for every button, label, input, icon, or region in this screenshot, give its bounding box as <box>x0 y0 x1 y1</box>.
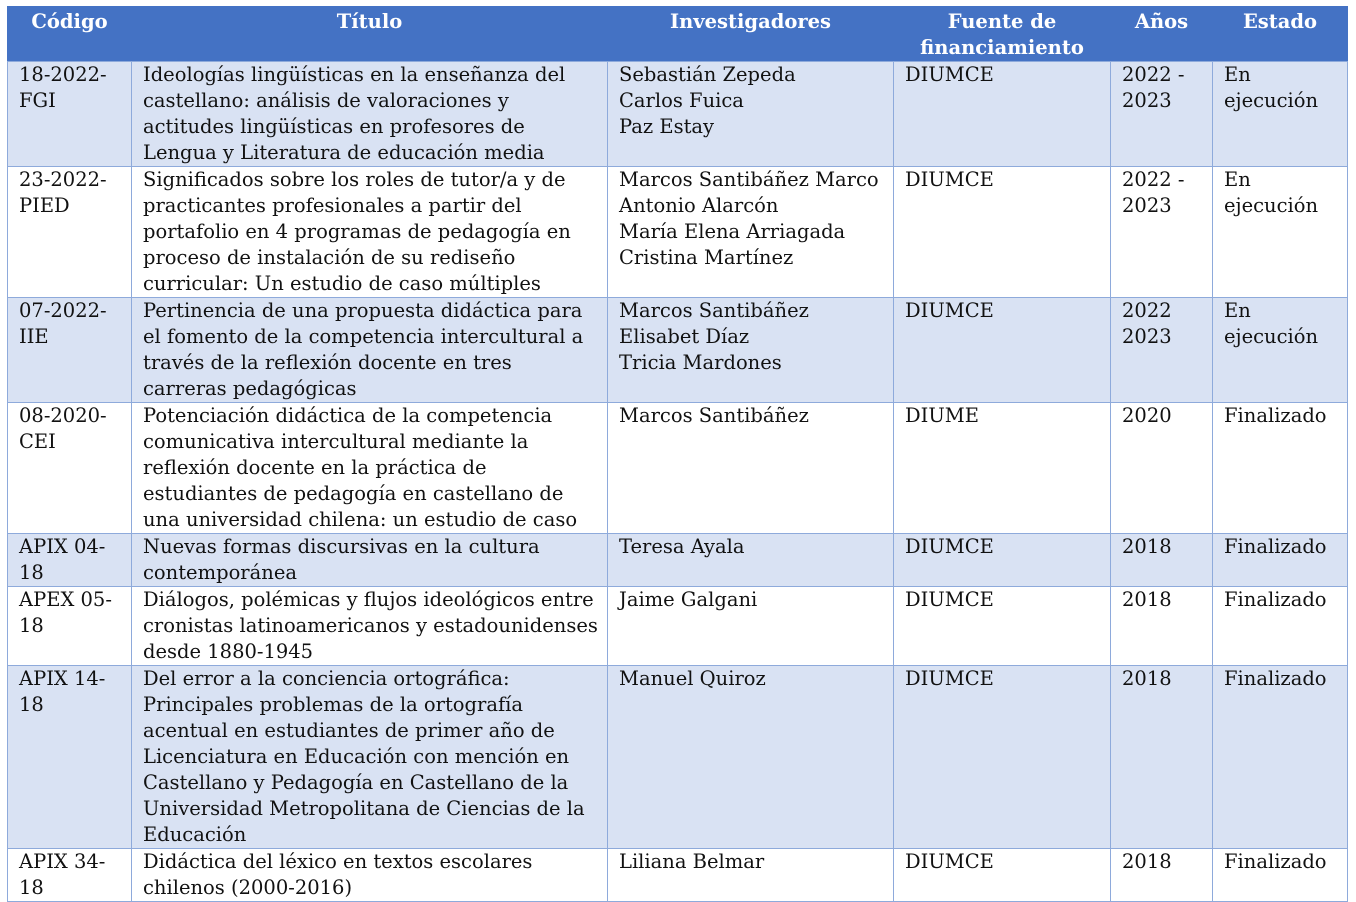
cell-title: Potenciación didáctica de la competencia comunicativa intercultural mediante la reflexión docente en la práctica de estudiantes de pedagogía en castellano de una universidad chilena: un estudio de caso <box>132 403 608 534</box>
table-row <box>8 666 1348 849</box>
investigator-name: Cristina Martínez <box>619 246 794 269</box>
cell-code: APEX 05-18 <box>8 587 132 666</box>
cell-code: APIX 14-18 <box>8 666 132 849</box>
cell-funding: DIUME <box>894 403 1111 534</box>
cell-years: 2018 <box>1111 534 1213 587</box>
research-projects-table <box>7 6 1348 902</box>
cell-title: Pertinencia de una propuesta didáctica para el fomento de la competencia intercultural a través de la reflexión docente en tres carreras pedagógicas <box>132 298 608 403</box>
investigator-name: Paz Estay <box>619 115 715 138</box>
table-row <box>8 298 1348 403</box>
cell-investigators <box>608 587 894 666</box>
investigator-name: Elisabet Díaz <box>619 325 750 348</box>
cell-title: Significados sobre los roles de tutor/a y de practicantes profesionales a partir del portafolio en 4 programas de pedagogía en proceso de instalación de su rediseño curricular: Un estudio de caso múltiples <box>132 167 608 298</box>
cell-code: APIX 04-18 <box>8 534 132 587</box>
header-title: Título <box>132 7 608 62</box>
cell-title: Nuevas formas discursivas en la cultura contemporánea <box>132 534 608 587</box>
investigator-name: Marcos Santibáñez <box>619 299 809 322</box>
table-row <box>8 849 1348 902</box>
cell-funding: DIUMCE <box>894 849 1111 902</box>
cell-status: Finalizado <box>1213 534 1348 587</box>
cell-funding: DIUMCE <box>894 167 1111 298</box>
cell-code: 08-2020-CEI <box>8 403 132 534</box>
cell-status: En ejecución <box>1213 62 1348 167</box>
cell-code: 07-2022-IIE <box>8 298 132 403</box>
cell-status: Finalizado <box>1213 587 1348 666</box>
table-row <box>8 587 1348 666</box>
cell-years: 2022 2023 <box>1111 298 1213 403</box>
cell-investigators <box>608 666 894 849</box>
cell-status: En ejecución <box>1213 298 1348 403</box>
cell-funding: DIUMCE <box>894 62 1111 167</box>
cell-code: 23-2022-PIED <box>8 167 132 298</box>
cell-investigators <box>608 849 894 902</box>
table-row <box>8 62 1348 167</box>
header-investigators: Investigadores <box>608 7 894 62</box>
investigator-name: Antonio Alarcón <box>619 194 779 217</box>
investigator-name: Marcos Santibáñez <box>619 404 809 427</box>
header-code: Código <box>8 7 132 62</box>
cell-investigators <box>608 403 894 534</box>
header-status: Estado <box>1213 7 1348 62</box>
investigator-name: Marcos Santibáñez Marco <box>619 168 879 191</box>
investigator-name: Teresa Ayala <box>619 535 745 558</box>
cell-status: En ejecución <box>1213 167 1348 298</box>
cell-title: Ideologías lingüísticas en la enseñanza del castellano: análisis de valoraciones y actitudes lingüísticas en profesores de Lengua y Literatura de educación media <box>132 62 608 167</box>
table-row <box>8 167 1348 298</box>
investigator-name: Liliana Belmar <box>619 850 765 873</box>
table-row <box>8 403 1348 534</box>
cell-investigators <box>608 62 894 167</box>
investigator-name: Tricia Mardones <box>619 351 782 374</box>
cell-funding: DIUMCE <box>894 666 1111 849</box>
cell-investigators <box>608 167 894 298</box>
cell-status: Finalizado <box>1213 666 1348 849</box>
cell-years: 2022 - 2023 <box>1111 167 1213 298</box>
header-years: Años <box>1111 7 1213 62</box>
investigator-name: Carlos Fuica <box>619 89 744 112</box>
cell-investigators <box>608 534 894 587</box>
cell-funding: DIUMCE <box>894 534 1111 587</box>
cell-status: Finalizado <box>1213 403 1348 534</box>
cell-title: Didáctica del léxico en textos escolares chilenos (2000-2016) <box>132 849 608 902</box>
cell-years: 2018 <box>1111 666 1213 849</box>
cell-code: 18-2022-FGI <box>8 62 132 167</box>
investigator-name: Manuel Quiroz <box>619 667 766 690</box>
cell-title: Del error a la conciencia ortográfica: Principales problemas de la ortografía acentual en estudiantes de primer año de Licenciatura en Educación con mención en Castellano y Pedagogía en Castellano de la Universidad Metropolitana de Ciencias de la Educación <box>132 666 608 849</box>
investigator-name: Sebastián Zepeda <box>619 63 796 86</box>
table-body <box>8 62 1348 902</box>
cell-funding: DIUMCE <box>894 298 1111 403</box>
cell-title: Diálogos, polémicas y flujos ideológicos entre cronistas latinoamericanos y estadounidenses desde 1880-1945 <box>132 587 608 666</box>
investigator-name: Jaime Galgani <box>619 588 758 611</box>
header-funding: Fuente de financiamiento <box>894 7 1111 62</box>
cell-code: APIX 34-18 <box>8 849 132 902</box>
cell-funding: DIUMCE <box>894 587 1111 666</box>
cell-status: Finalizado <box>1213 849 1348 902</box>
investigator-name: María Elena Arriagada <box>619 220 846 243</box>
cell-investigators <box>608 298 894 403</box>
cell-years: 2020 <box>1111 403 1213 534</box>
table-row <box>8 534 1348 587</box>
cell-years: 2018 <box>1111 849 1213 902</box>
table-header-row <box>8 7 1348 62</box>
cell-years: 2022 - 2023 <box>1111 62 1213 167</box>
cell-years: 2018 <box>1111 587 1213 666</box>
